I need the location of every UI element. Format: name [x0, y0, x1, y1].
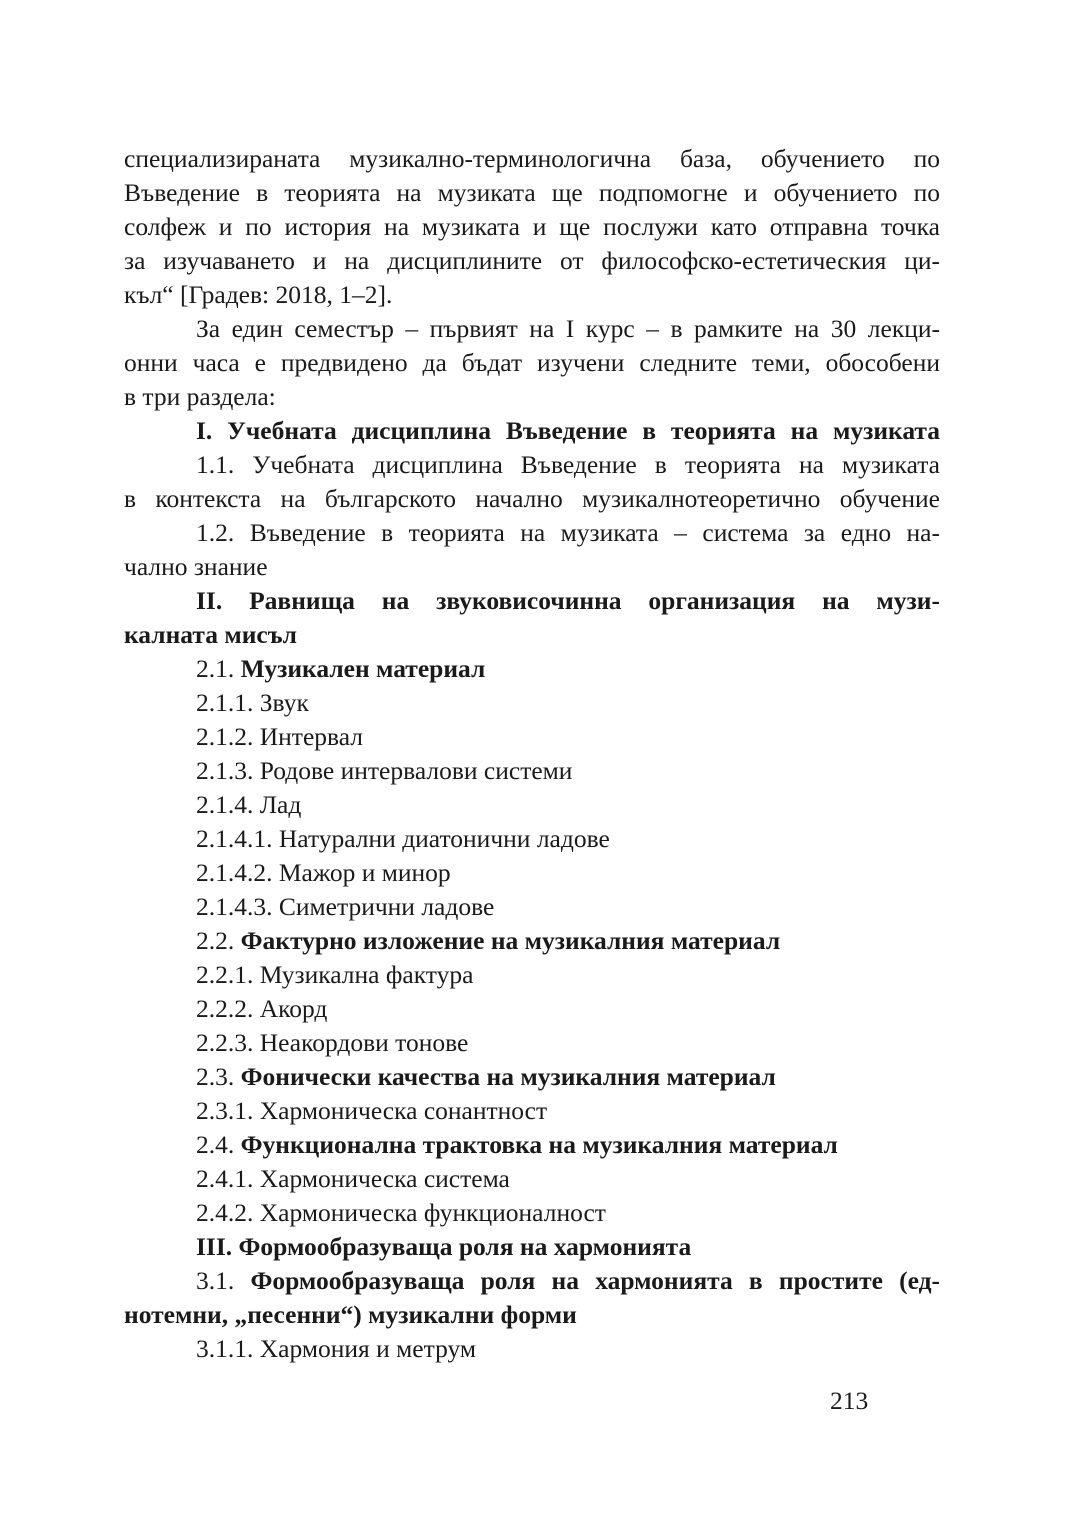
- text-line: 1.2. Въведение в теорията на музиката – система за едно на-: [196, 518, 940, 547]
- text-line: чално знание: [124, 552, 268, 581]
- list-item: [124, 1060, 940, 1094]
- list-item: 2.1.3. Родове интервалови системи: [196, 756, 573, 785]
- text-line: онни часа е предвидено да бъдат изучени следните теми, обособени: [124, 348, 940, 377]
- section-heading-1: I. Учебната дисциплина Въведение в теорията на музиката: [196, 416, 940, 445]
- section-heading-2-cont: калната мисъл: [124, 620, 297, 649]
- text-line: Въведение в теорията на музиката ще подпомогне и обучението по: [124, 178, 940, 207]
- list-item: [124, 1264, 940, 1298]
- list-item: 2.2.3. Неакордови тонове: [196, 1028, 469, 1057]
- item-title: Фонически качества на музикалния материал: [240, 1062, 776, 1091]
- page-number: 213: [830, 1386, 869, 1415]
- body-text: [124, 142, 940, 1366]
- list-item: 2.2.2. Акорд: [196, 994, 328, 1023]
- list-item: 2.1.2. Интервал: [196, 722, 363, 751]
- list-item: 2.3.1. Хармоническа сонантност: [196, 1096, 548, 1125]
- list-item: 3.1.1. Хармония и метрум: [196, 1334, 477, 1363]
- text-line: за изучаването и на дисциплините от философско-естетическия ци-: [124, 246, 940, 275]
- list-item-cont: нотемни, „песенни“) музикални форми: [124, 1300, 577, 1329]
- section-heading-2: II. Равнища на звуковисочинна организация на музи-: [196, 586, 940, 615]
- item-title: Функционална трактовка на музикалния материал: [240, 1130, 838, 1159]
- list-item: 2.1.4.1. Натурални диатонични ладове: [196, 824, 610, 853]
- item-number: 2.2.: [196, 926, 235, 955]
- item-number: 2.3.: [196, 1062, 235, 1091]
- list-item: 2.4.2. Хармоническа функционалност: [196, 1198, 606, 1227]
- text-line: 1.1. Учебната дисциплина Въведение в теорията на музиката: [196, 450, 940, 479]
- list-item: [124, 924, 940, 958]
- list-item: 2.4.1. Хармоническа система: [196, 1164, 510, 1193]
- item-number: 2.4.: [196, 1130, 235, 1159]
- item-number: 2.1.: [196, 654, 235, 683]
- text-line: къл“ [Градев: 2018, 1–2].: [124, 280, 393, 309]
- item-title: Формообразуваща роля на хармонията в простите (ед-: [250, 1266, 940, 1295]
- list-item: 2.2.1. Музикална фактура: [196, 960, 474, 989]
- text-line: специализираната музикално-терминологична база, обучението по: [124, 144, 940, 173]
- list-item: [124, 652, 940, 686]
- text-line: За един семестър – първият на I курс – в рамките на 30 лекци-: [196, 314, 940, 343]
- list-item: 2.1.4.3. Симетрични ладове: [196, 892, 495, 921]
- section-heading-3: III. Формообразуваща роля на хармонията: [196, 1232, 692, 1261]
- item-title: Фактурно изложение на музикалния материал: [240, 926, 781, 955]
- list-item: 2.1.1. Звук: [196, 688, 309, 717]
- text-line: в три раздела:: [124, 382, 276, 411]
- item-title: Музикален материал: [240, 654, 486, 683]
- list-item: 2.1.4.2. Мажор и минор: [196, 858, 451, 887]
- text-line: в контекста на българското начално музикалнотеоретично обучение: [124, 484, 940, 513]
- list-item: 2.1.4. Лад: [196, 790, 302, 819]
- list-item: [124, 1128, 940, 1162]
- item-number: 3.1.: [196, 1266, 235, 1295]
- text-line: солфеж и по история на музиката и ще послужи като отправна точка: [124, 212, 940, 241]
